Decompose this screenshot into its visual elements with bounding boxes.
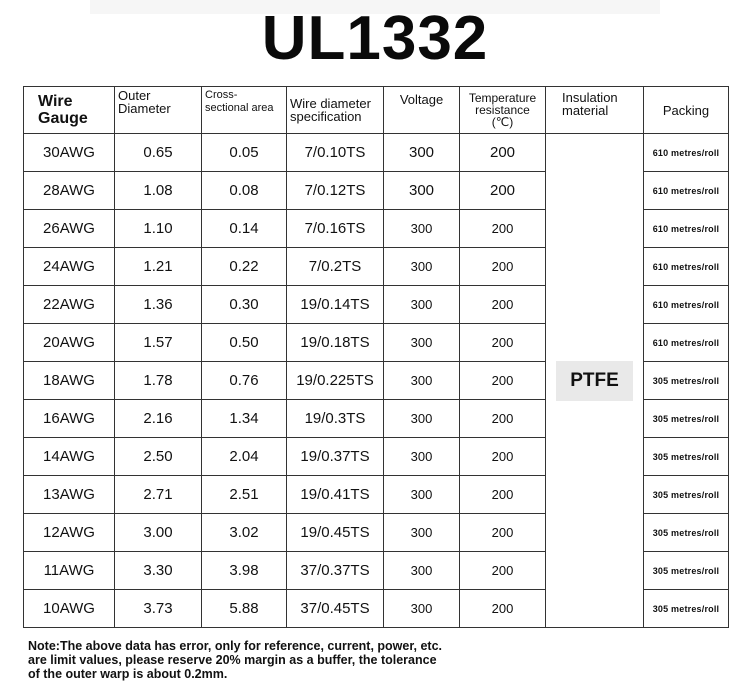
cell-packing: 610 metres/roll: [644, 210, 729, 248]
header-voltage: Voltage: [384, 87, 460, 134]
footnote-line1: Note:The above data has error, only for reference, current, power, etc.: [28, 639, 443, 653]
cell-cross-section: 2.04: [202, 438, 287, 476]
cell-gauge: 16AWG: [24, 400, 115, 438]
header-wire-gauge: [24, 87, 115, 134]
cell-cross-section: 3.98: [202, 552, 287, 590]
spec-table: [23, 86, 729, 628]
cell-voltage: 300: [384, 286, 460, 324]
cell-wire-spec: 7/0.16TS: [287, 210, 384, 248]
cell-gauge: 24AWG: [24, 248, 115, 286]
cell-outer-diameter: 1.36: [115, 286, 202, 324]
cell-wire-spec: 37/0.37TS: [287, 552, 384, 590]
cell-voltage: 300: [384, 134, 460, 172]
cell-gauge: 13AWG: [24, 476, 115, 514]
cell-voltage: 300: [384, 210, 460, 248]
cell-temperature: 200: [460, 172, 546, 210]
cell-outer-diameter: 0.65: [115, 134, 202, 172]
header-temperature-line3: (℃): [491, 115, 514, 129]
cell-packing: 305 metres/roll: [644, 362, 729, 400]
insulation-material-label: PTFE: [556, 361, 633, 401]
header-temperature: [460, 87, 546, 134]
cell-wire-spec: 19/0.18TS: [287, 324, 384, 362]
header-temperature-line2: resistance: [475, 103, 530, 117]
cell-temperature: 200: [460, 476, 546, 514]
header-wire-spec-line1: Wire diameter: [290, 96, 371, 111]
cell-gauge: 28AWG: [24, 172, 115, 210]
cell-wire-spec: 7/0.10TS: [287, 134, 384, 172]
cell-cross-section: 0.30: [202, 286, 287, 324]
page-title: UL1332: [261, 4, 489, 73]
cell-wire-spec: 19/0.14TS: [287, 286, 384, 324]
footnote-line3: of the outer warp is about 0.2mm.: [28, 667, 228, 681]
cell-cross-section: 3.02: [202, 514, 287, 552]
cell-temperature: 200: [460, 248, 546, 286]
cell-temperature: 200: [460, 134, 546, 172]
table-row: [24, 134, 729, 172]
cell-temperature: 200: [460, 210, 546, 248]
cell-cross-section: 0.50: [202, 324, 287, 362]
cell-cross-section: 2.51: [202, 476, 287, 514]
cell-temperature: 200: [460, 552, 546, 590]
cell-temperature: 200: [460, 286, 546, 324]
header-wire-gauge-line1: Wire: [38, 93, 73, 110]
footnote-line2: are limit values, please reserve 20% margin as a buffer, the tolerance: [28, 653, 437, 667]
header-outer-diameter-line1: Outer: [118, 88, 151, 103]
footnote: [28, 639, 728, 681]
cell-outer-diameter: 1.78: [115, 362, 202, 400]
cell-gauge: 20AWG: [24, 324, 115, 362]
cell-cross-section: 0.22: [202, 248, 287, 286]
cell-packing: 305 metres/roll: [644, 476, 729, 514]
cell-packing: 610 metres/roll: [644, 286, 729, 324]
cell-gauge: 10AWG: [24, 590, 115, 628]
cell-cross-section: 5.88: [202, 590, 287, 628]
cell-temperature: 200: [460, 438, 546, 476]
header-insulation-line2: material: [562, 103, 609, 118]
header-cross-section: [202, 87, 287, 134]
header-outer-diameter-line2: Diameter: [118, 101, 171, 116]
cell-packing: 610 metres/roll: [644, 324, 729, 362]
cell-outer-diameter: 3.30: [115, 552, 202, 590]
cell-outer-diameter: 2.16: [115, 400, 202, 438]
cell-temperature: 200: [460, 324, 546, 362]
cell-voltage: 300: [384, 552, 460, 590]
cell-wire-spec: 19/0.37TS: [287, 438, 384, 476]
cell-wire-spec: 7/0.12TS: [287, 172, 384, 210]
cell-voltage: 300: [384, 172, 460, 210]
cell-packing: 305 metres/roll: [644, 552, 729, 590]
cell-wire-spec: 19/0.225TS: [287, 362, 384, 400]
cell-wire-spec: 19/0.41TS: [287, 476, 384, 514]
cell-voltage: 300: [384, 514, 460, 552]
cell-packing: 610 metres/roll: [644, 248, 729, 286]
cell-cross-section: 0.05: [202, 134, 287, 172]
cell-temperature: 200: [460, 362, 546, 400]
cell-packing: 305 metres/roll: [644, 400, 729, 438]
cell-wire-spec: 19/0.45TS: [287, 514, 384, 552]
cell-cross-section: 0.14: [202, 210, 287, 248]
cell-wire-spec: 7/0.2TS: [287, 248, 384, 286]
cell-outer-diameter: 2.50: [115, 438, 202, 476]
header-insulation-line1: Insulation: [562, 90, 618, 105]
cell-outer-diameter: 1.10: [115, 210, 202, 248]
header-wire-spec: [287, 87, 384, 134]
cell-gauge: 30AWG: [24, 134, 115, 172]
cell-voltage: 300: [384, 400, 460, 438]
cell-cross-section: 1.34: [202, 400, 287, 438]
header-insulation: [546, 87, 644, 134]
cell-voltage: 300: [384, 476, 460, 514]
header-cross-section-line1: Cross-: [205, 89, 238, 101]
cell-gauge: 22AWG: [24, 286, 115, 324]
header-temperature-line1: Temperature: [468, 91, 537, 105]
cell-packing: 305 metres/roll: [644, 514, 729, 552]
cell-gauge: 12AWG: [24, 514, 115, 552]
cell-temperature: 200: [460, 590, 546, 628]
cell-voltage: 300: [384, 248, 460, 286]
header-wire-gauge-line2: Gauge: [38, 110, 88, 127]
cell-packing: 305 metres/roll: [644, 590, 729, 628]
cell-cross-section: 0.76: [202, 362, 287, 400]
cell-wire-spec: 37/0.45TS: [287, 590, 384, 628]
header-packing: Packing: [644, 87, 729, 134]
header-wire-spec-line2: specification: [290, 109, 362, 124]
cell-outer-diameter: 3.00: [115, 514, 202, 552]
cell-wire-spec: 19/0.3TS: [287, 400, 384, 438]
cell-packing: 610 metres/roll: [644, 134, 729, 172]
cell-outer-diameter: 1.08: [115, 172, 202, 210]
cell-gauge: 26AWG: [24, 210, 115, 248]
cell-outer-diameter: 2.71: [115, 476, 202, 514]
cell-cross-section: 0.08: [202, 172, 287, 210]
cell-temperature: 200: [460, 514, 546, 552]
cell-voltage: 300: [384, 438, 460, 476]
cell-packing: 305 metres/roll: [644, 438, 729, 476]
cell-voltage: 300: [384, 362, 460, 400]
cell-gauge: 14AWG: [24, 438, 115, 476]
cell-outer-diameter: 1.57: [115, 324, 202, 362]
cell-voltage: 300: [384, 324, 460, 362]
table-body: [24, 134, 729, 628]
cell-voltage: 300: [384, 590, 460, 628]
cell-gauge: 11AWG: [24, 552, 115, 590]
header-outer-diameter: [115, 87, 202, 134]
cell-gauge: 18AWG: [24, 362, 115, 400]
cell-outer-diameter: 1.21: [115, 248, 202, 286]
cell-packing: 610 metres/roll: [644, 172, 729, 210]
cell-outer-diameter: 3.73: [115, 590, 202, 628]
cell-temperature: 200: [460, 400, 546, 438]
cell-insulation: [546, 134, 644, 628]
header-cross-section-line2: sectional area: [205, 102, 274, 114]
header-row: [24, 87, 729, 134]
